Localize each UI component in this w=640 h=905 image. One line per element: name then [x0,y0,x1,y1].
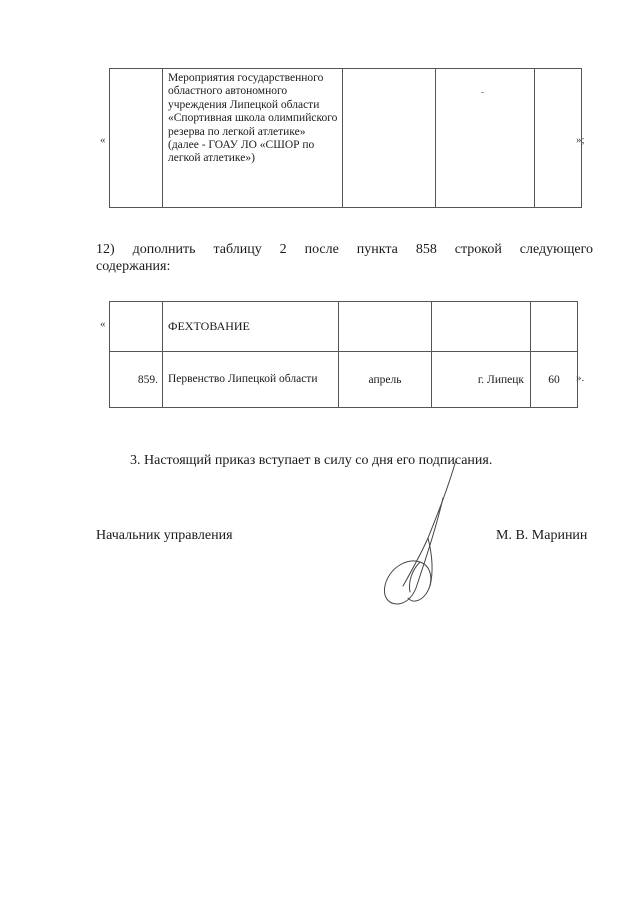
item-3-text: 3. Настоящий приказ вступает в силу со дня его подписания. [130,453,493,468]
event-month: апрель [339,352,432,408]
item-12-line1: 12) дополнить таблицу 2 после пункта 858 строкой следующего [96,242,593,257]
table2-empty-cell [339,302,432,352]
event-city: г. Липецк [432,352,531,408]
event-name: Первенство Липецкой области [163,352,339,408]
table1-close-quote: »; [576,134,585,146]
handwritten-signature [368,458,480,608]
table1-cell-number [110,69,163,208]
signatory-position: Начальник управления [96,528,233,543]
table1-cell-date [343,69,436,208]
table-row [110,352,578,408]
table1-cell-count [535,69,582,208]
table1-cell-title: Мероприятия государственного областного автономного учреждения Липецкой области «Спортивная школа олимпийского резерва по легкой атлетике» (далее - ГОАУ ЛО «СШОР по легкой атлетике») [163,69,343,208]
table2-empty-cell [531,302,578,352]
section-header-fencing: ФЕХТОВАНИЕ [163,302,339,352]
table2-open-quote: « [100,318,106,330]
row-number: 859. [110,352,163,408]
competition-table [109,301,578,408]
table1-open-quote: « [100,134,106,146]
participant-count: 60 [531,352,578,408]
signatory-name: М. В. Маринин [496,528,588,543]
scan-speck [481,92,484,93]
table2-empty-cell [110,302,163,352]
table1-cell-place [436,69,535,208]
table2-empty-cell [432,302,531,352]
table2-close-quote: ». [576,372,585,384]
events-table-fragment [109,68,582,208]
item-12-line2: содержания: [96,259,171,274]
